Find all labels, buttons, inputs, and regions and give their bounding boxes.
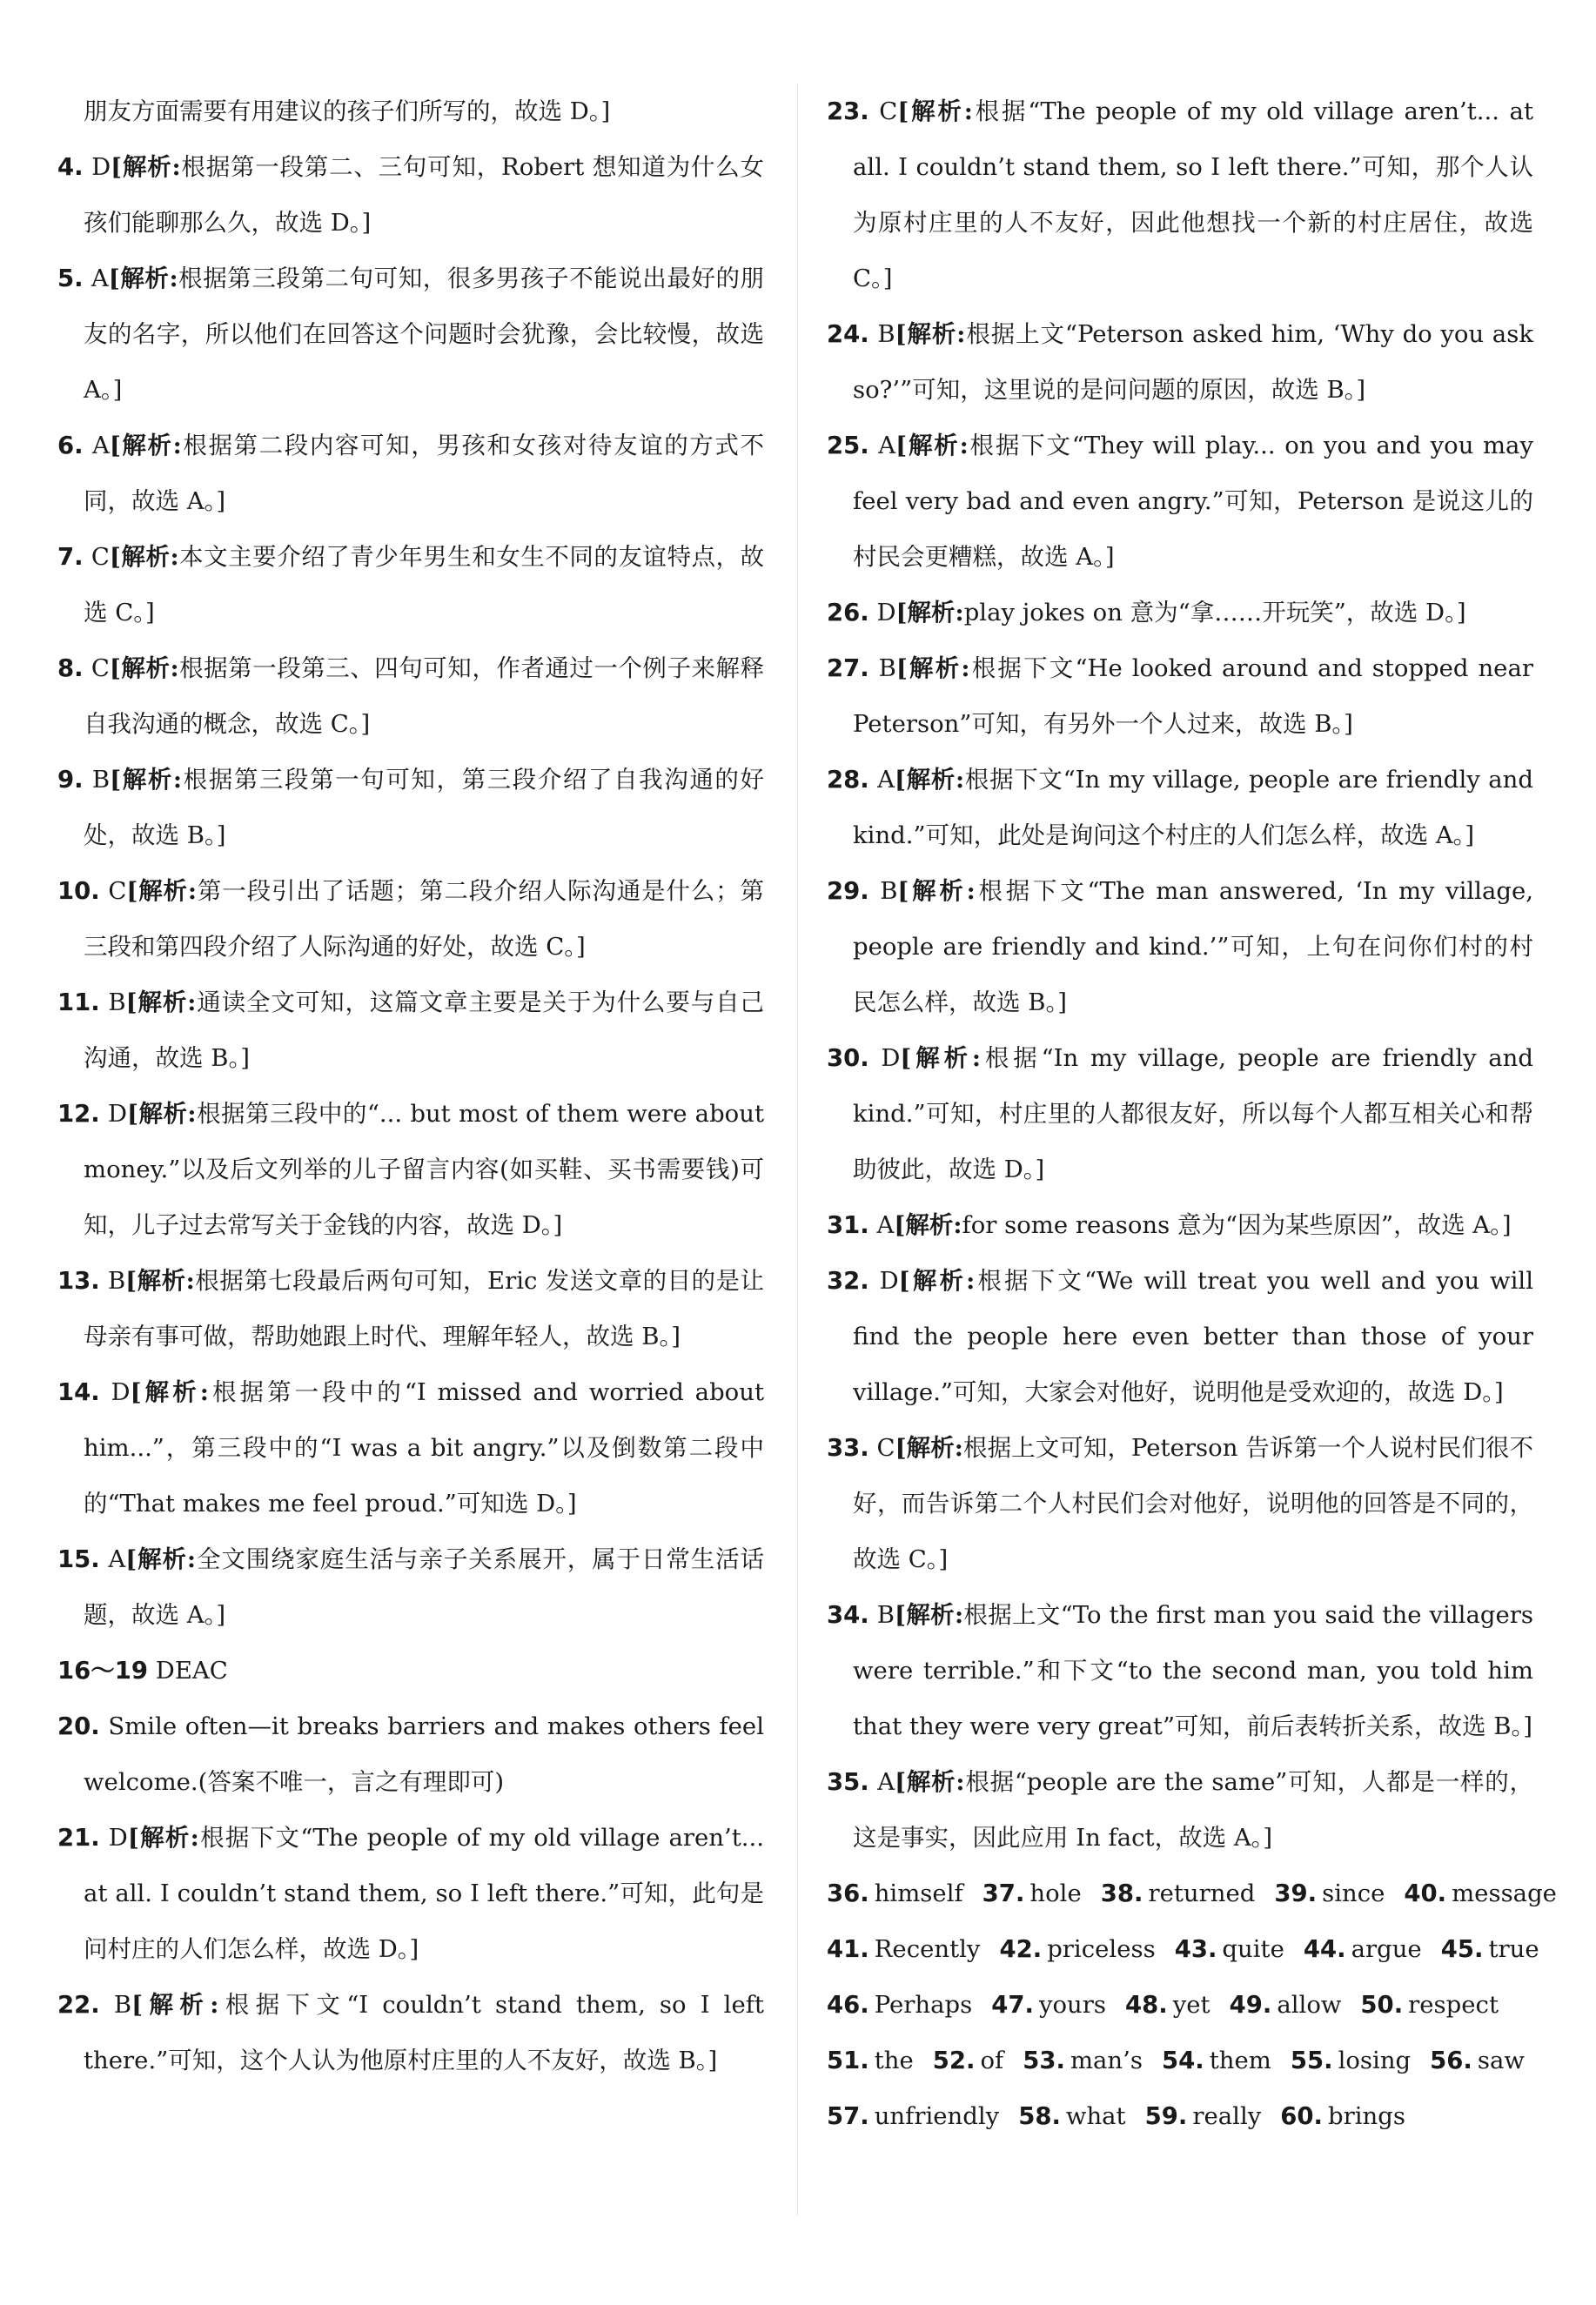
explanation-text: 根据“people are the same”可知，人都是一样的，这是事实，因此应用 In fact，故选 A。] <box>853 1768 1533 1852</box>
answer-letter: A <box>878 432 896 459</box>
explanation-text: 第一段引出了话题；第二段介绍人际沟通是什么；第三段和第四段介绍了人际沟通的好处，故选 C。] <box>84 877 764 961</box>
question-number: 28. <box>827 766 869 794</box>
answer-letter: D <box>91 153 111 181</box>
answer-letter: A <box>91 432 110 459</box>
analysis-tag: [解析: <box>108 265 178 292</box>
answer-entry <box>57 1977 764 2088</box>
analysis-tag: [解析: <box>895 599 964 627</box>
question-number: 51. <box>827 2047 869 2074</box>
question-number: 15. <box>57 1545 100 1573</box>
answer-word: since <box>1322 1880 1385 1907</box>
answer-entry <box>57 1643 764 1699</box>
question-number: 26. <box>827 599 869 627</box>
answer-entry <box>57 1810 764 1977</box>
explanation-text: 根据第七段最后两句可知，Eric 发送文章的目的是让母亲有事可做，帮助她跟上时代、理解年轻人，故选 B。] <box>84 1267 764 1350</box>
answer-entry <box>827 1197 1533 1253</box>
explanation-text: 根据第三段中的“... but most of them were about money.”以及后文列举的儿子留言内容(如买鞋、买书需要钱)可知，儿子过去常写关于金钱的内容，故选 D。] <box>84 1100 764 1239</box>
analysis-tag: [解析: <box>895 654 970 682</box>
answer-entry <box>57 139 764 251</box>
explanation-text: 根据第一段第二、三句可知，Robert 想知道为什么女孩们能聊那么久，故选 D。] <box>84 153 764 237</box>
analysis-tag: [解析: <box>125 1267 195 1295</box>
answer-entry <box>57 640 764 752</box>
question-number: 7. <box>57 543 84 571</box>
explanation-text: 根据上文“Peterson asked him, ‘Why do you ask so?’”可知，这里说的是问问题的原因，故选 B。] <box>853 320 1533 404</box>
answer-entry <box>827 1030 1533 1197</box>
answer-letter: C <box>91 654 110 682</box>
analysis-tag: [解析: <box>897 97 973 125</box>
answer-entry <box>57 251 764 418</box>
question-number: 23. <box>827 97 869 125</box>
answer-letter: D <box>881 1044 901 1072</box>
answer-item <box>999 1935 1155 1963</box>
analysis-tag: [解析: <box>900 1044 982 1072</box>
question-number: 33. <box>827 1434 869 1462</box>
answer-item <box>1280 2102 1405 2130</box>
answer-word: of <box>980 2047 1004 2074</box>
question-number: 20. <box>57 1712 100 1740</box>
answer-item <box>933 2047 1003 2074</box>
question-number: 54. <box>1162 2047 1204 2074</box>
answer-letter: B <box>876 1601 895 1629</box>
question-number: 29. <box>827 877 869 905</box>
answer-entry <box>827 1587 1533 1754</box>
answer-entry <box>827 306 1533 418</box>
question-number: 45. <box>1440 1935 1484 1963</box>
explanation-text: 根据“In my village, people are friendly and kind.”可知，村庄里的人都很友好，所以每个人都互相关心和帮助彼此，故选 D。] <box>853 1044 1533 1183</box>
question-number: 39. <box>1274 1880 1318 1907</box>
explanation-text: 根据第一段中的“I missed and worried about him...”，第三段中的“I was a bit angry.”以及倒数第二段中的“That makes me feel proud.”可知选 D。] <box>84 1378 764 1518</box>
answer-letter: B <box>113 1991 132 2019</box>
analysis-tag: [解析: <box>125 1545 197 1573</box>
answer-entry <box>827 1253 1533 1420</box>
question-number: 37. <box>982 1880 1025 1907</box>
question-number: 31. <box>827 1211 869 1239</box>
question-number: 4. <box>57 153 84 181</box>
answer-entry <box>57 1699 764 1810</box>
answer-letter: C <box>91 543 110 571</box>
question-number: 34. <box>827 1601 869 1629</box>
explanation-text: for some reasons 意为“因为某些原因”，故选 A。] <box>962 1211 1512 1239</box>
analysis-tag: [解析: <box>127 1824 199 1852</box>
answer-word: yours <box>1038 1991 1107 2019</box>
analysis-tag: [解析: <box>898 1267 976 1295</box>
analysis-tag: [解析: <box>895 1434 963 1462</box>
answer-entry <box>57 1364 764 1531</box>
analysis-tag: [解析: <box>126 877 198 905</box>
question-number: 27. <box>827 654 869 682</box>
answer-item <box>1304 1935 1422 1963</box>
fill-in-answers <box>827 1866 1557 2144</box>
answer-word: the <box>874 2047 914 2074</box>
question-number: 55. <box>1290 2047 1333 2074</box>
answer-letter: B <box>108 988 126 1016</box>
answer-row <box>827 2033 1533 2088</box>
answer-entry <box>57 84 764 139</box>
analysis-tag: [解析: <box>895 320 966 348</box>
answer-word: quite <box>1222 1935 1284 1963</box>
explanation-text: 根据第二段内容可知，男孩和女孩对待友谊的方式不同，故选 A。] <box>84 432 764 515</box>
answer-entry <box>827 863 1533 1030</box>
question-number: 24. <box>827 320 869 348</box>
answer-entry <box>57 1531 764 1643</box>
answer-entry <box>57 418 764 529</box>
answer-item <box>1274 1880 1385 1907</box>
answer-item <box>982 1880 1082 1907</box>
answer-word: respect <box>1408 1991 1499 2019</box>
answer-letter: A <box>91 265 109 292</box>
answer-word: really <box>1192 2102 1262 2130</box>
answer-word: priceless <box>1047 1935 1156 1963</box>
answer-item <box>1230 1991 1342 2019</box>
question-number: 16～19 <box>57 1657 149 1685</box>
answer-item <box>1441 1935 1539 1963</box>
answer-word: yet <box>1172 1991 1210 2019</box>
answer-letter: A <box>877 1768 895 1796</box>
analysis-tag: [解析: <box>897 877 976 905</box>
answer-letter: B <box>878 654 896 682</box>
answer-item <box>827 1991 972 2019</box>
answer-item <box>1430 2047 1525 2074</box>
question-number: 42. <box>999 1935 1043 1963</box>
answer-word: returned <box>1148 1880 1256 1907</box>
explanation-text: 全文围绕家庭生活与亲子关系展开，属于日常生活话题，故选 A。] <box>84 1545 764 1629</box>
question-number: 14. <box>57 1378 100 1406</box>
explanation-text: 本文主要介绍了青少年男生和女生不同的友谊特点，故选 C。] <box>84 543 764 627</box>
question-number: 57. <box>827 2102 869 2130</box>
question-number: 35. <box>827 1768 869 1796</box>
explanation-text: 根据上文“To the first man you said the villagers were terrible.”和下文“to the second man, you told him that they were very great”可知，前后表转折关系，故选 B。] <box>853 1601 1533 1740</box>
explanation-text: 通读全文可知，这篇文章主要是关于为什么要与自己沟通，故选 B。] <box>84 988 764 1072</box>
question-number: 44. <box>1303 1935 1346 1963</box>
right-column <box>827 84 1557 2305</box>
answer-word: them <box>1209 2047 1271 2074</box>
analysis-tag: [解析: <box>131 1991 219 2019</box>
answer-item <box>827 2102 999 2130</box>
answer-letter: D <box>111 1378 131 1406</box>
explanation-text: Smile often—it breaks barriers and makes others feel welcome.(答案不唯一，言之有理即可) <box>84 1712 764 1796</box>
answer-row <box>827 1921 1539 1977</box>
answer-item <box>1101 1880 1256 1907</box>
answer-entry <box>827 84 1533 306</box>
explanation-text: 根据下文“The man answered, ‘In my village, people are friendly and kind.’”可知，上句在问你们村的村民怎么样，故选 B。] <box>853 877 1533 1016</box>
question-number: 48. <box>1125 1991 1168 2019</box>
answer-item <box>1018 2102 1125 2130</box>
analysis-tag: [解析: <box>895 432 969 459</box>
answer-row <box>827 1866 1557 1921</box>
explanation-text: 根据下文“He looked around and stopped near Peterson”可知，有另外一个人过来，故选 B。] <box>853 654 1533 738</box>
right-column-entries <box>827 84 1533 1866</box>
question-number: 25. <box>827 432 869 459</box>
question-number: 49. <box>1229 1991 1272 2019</box>
explanation-text: 根据上文可知，Peterson 告诉第一个人说村民们很不好，而告诉第二个人村民们会对他好，说明他的回答是不同的，故选 C。] <box>853 1434 1533 1573</box>
analysis-tag: [解析: <box>130 1378 209 1406</box>
answer-item <box>1175 1935 1284 1963</box>
question-number: 47. <box>991 1991 1034 2019</box>
explanation-text: 根据下文“I couldn’t stand them, so I left there.”可知，这个人认为他原村庄里的人不友好，故选 B。] <box>84 1991 764 2074</box>
question-number: 5. <box>57 265 84 292</box>
column-divider <box>797 84 798 2215</box>
analysis-tag: [解析: <box>110 766 183 794</box>
left-column <box>57 84 764 2305</box>
answer-word: man’s <box>1070 2047 1143 2074</box>
question-number: 11. <box>57 988 100 1016</box>
question-number: 46. <box>827 1991 869 2019</box>
answer-item <box>827 2047 914 2074</box>
answer-word: himself <box>874 1880 963 1907</box>
answer-letter: A <box>877 766 895 794</box>
question-number: 58. <box>1018 2102 1061 2130</box>
question-number: 53. <box>1023 2047 1065 2074</box>
question-number: 60. <box>1280 2102 1323 2130</box>
answer-entry <box>57 863 764 975</box>
explanation-text: 根据下文“In my village, people are friendly and kind.”可知，此处是询问这个村庄的人们怎么样，故选 A。] <box>853 766 1533 849</box>
answer-letter: C <box>879 97 898 125</box>
question-number: 21. <box>57 1824 100 1852</box>
question-number: 43. <box>1174 1935 1217 1963</box>
question-number: 52. <box>932 2047 976 2074</box>
answer-letter: A <box>108 1545 126 1573</box>
question-number: 12. <box>57 1100 100 1128</box>
answer-item <box>1291 2047 1411 2074</box>
question-number: 32. <box>827 1267 869 1295</box>
analysis-tag: [解析: <box>895 1768 965 1796</box>
explanation-text: 根据“The people of my old village aren’t... at all. I couldn’t stand them, so I left there.”可知，那个人认为原村庄里的人不友好，因此他想找一个新的村庄居住，故选 C。] <box>853 97 1534 292</box>
answer-letter: B <box>880 877 898 905</box>
analysis-tag: [解析: <box>895 1601 964 1629</box>
question-number: 41. <box>827 1935 869 1963</box>
explanation-text: 朋友方面需要有用建议的孩子们所写的，故选 D。] <box>84 97 611 125</box>
answer-item <box>1162 2047 1271 2074</box>
question-number: 9. <box>57 766 84 794</box>
question-number: 38. <box>1100 1880 1143 1907</box>
explanation-text: 根据下文“We will treat you well and you will find the people here even better than those of your village.”可知，大家会对他好，说明他是受欢迎的，故选 D。] <box>853 1267 1533 1406</box>
question-number: 13. <box>57 1267 100 1295</box>
analysis-tag: [解析: <box>111 153 181 181</box>
answer-letter: C <box>876 1434 895 1462</box>
answer-item <box>1125 1991 1210 2019</box>
question-number: 36. <box>827 1880 869 1907</box>
answer-word: saw <box>1477 2047 1525 2074</box>
explanation-text: DEAC <box>155 1657 228 1685</box>
explanation-text: 根据第三段第一句可知，第三段介绍了自我沟通的好处，故选 B。] <box>84 766 764 849</box>
answer-entry <box>827 1754 1533 1866</box>
answer-entry <box>827 1420 1533 1587</box>
explanation-text: 根据第三段第二句可知，很多男孩子不能说出最好的朋友的名字，所以他们在回答这个问题时会犹豫，会比较慢，故选 A。] <box>84 265 765 404</box>
answer-letter: B <box>91 766 111 794</box>
analysis-tag: [解析: <box>109 654 179 682</box>
answer-word: Perhaps <box>874 1991 973 2019</box>
question-number: 56. <box>1430 2047 1472 2074</box>
question-number: 6. <box>57 432 84 459</box>
question-number: 40. <box>1404 1880 1447 1907</box>
answer-entry <box>827 585 1533 640</box>
answer-item <box>1360 1991 1499 2019</box>
answer-word: hole <box>1029 1880 1082 1907</box>
answer-row <box>827 1977 1533 2033</box>
answer-item <box>827 1935 980 1963</box>
answer-item <box>1023 2047 1143 2074</box>
answer-word: argue <box>1351 1935 1422 1963</box>
answer-entry <box>57 1086 764 1253</box>
answer-entry <box>57 529 764 640</box>
answer-item <box>1145 2102 1262 2130</box>
answer-word: message <box>1452 1880 1557 1907</box>
answer-word: brings <box>1328 2102 1405 2130</box>
answer-letter: D <box>107 1100 127 1128</box>
answer-letter: A <box>876 1211 895 1239</box>
question-number: 50. <box>1360 1991 1404 2019</box>
answer-entry <box>57 752 764 863</box>
explanation-text: 根据下文“The people of my old village aren’t... at all. I couldn’t stand them, so I left there.”可知，此句是问村庄的人们怎么样，故选 D。] <box>84 1824 764 1963</box>
answer-entry <box>827 418 1533 585</box>
answer-letter: C <box>108 877 127 905</box>
analysis-tag: [解析: <box>109 543 179 571</box>
answer-item <box>827 1880 963 1907</box>
question-number: 22. <box>57 1991 100 2019</box>
answer-entry <box>57 975 764 1086</box>
answer-item <box>991 1991 1106 2019</box>
question-number: 30. <box>827 1044 869 1072</box>
question-number: 8. <box>57 654 84 682</box>
analysis-tag: [解析: <box>127 1100 197 1128</box>
answer-word: true <box>1488 1935 1539 1963</box>
explanation-text: 根据第一段第三、四句可知，作者通过一个例子来解释自我沟通的概念，故选 C。] <box>84 654 764 738</box>
analysis-tag: [解析: <box>109 432 182 459</box>
answer-word: what <box>1065 2102 1126 2130</box>
answer-entry <box>827 640 1533 752</box>
answer-word: allow <box>1277 1991 1342 2019</box>
answer-letter: D <box>876 599 896 627</box>
analysis-tag: [解析: <box>895 766 965 794</box>
question-number: 10. <box>57 877 100 905</box>
answer-entry <box>57 1253 764 1364</box>
answer-row <box>827 2088 1533 2144</box>
answer-entry <box>827 752 1533 863</box>
analysis-tag: [解析: <box>125 988 197 1016</box>
answer-word: Recently <box>874 1935 981 1963</box>
analysis-tag: [解析: <box>894 1211 962 1239</box>
answer-letter: B <box>107 1267 126 1295</box>
explanation-text: play jokes on 意为“拿……开玩笑”，故选 D。] <box>963 599 1466 627</box>
answer-item <box>1404 1880 1557 1907</box>
answer-letter: D <box>879 1267 899 1295</box>
answer-letter: B <box>877 320 895 348</box>
answer-word: unfriendly <box>874 2102 1000 2130</box>
question-number: 59. <box>1144 2102 1188 2130</box>
answer-word: losing <box>1338 2047 1412 2074</box>
answer-letter: D <box>108 1824 128 1852</box>
explanation-text: 根据下文“They will play... on you and you may feel very bad and even angry.”可知，Peterson 是说这儿的村民会更糟糕，故选 A。] <box>853 432 1533 571</box>
